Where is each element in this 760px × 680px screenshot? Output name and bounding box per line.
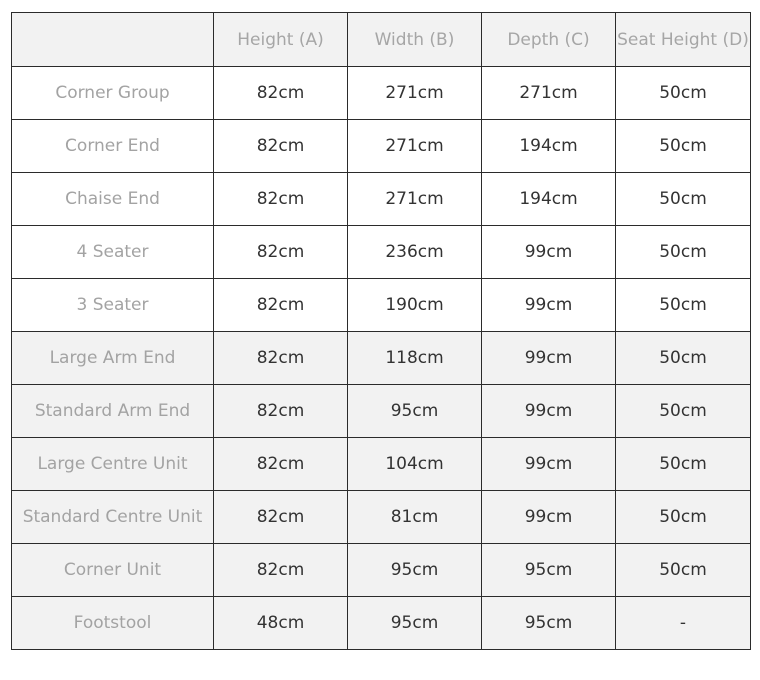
header-row bbox=[12, 13, 751, 67]
table-body bbox=[12, 67, 751, 650]
row-label: Large Arm End bbox=[12, 332, 214, 385]
header-corner-cell bbox=[12, 13, 214, 67]
cell-width: 271cm bbox=[348, 173, 482, 226]
table-row bbox=[12, 67, 751, 120]
row-label: Large Centre Unit bbox=[12, 438, 214, 491]
cell-depth: 95cm bbox=[482, 597, 616, 650]
cell-seat-height: 50cm bbox=[616, 438, 751, 491]
table-row bbox=[12, 438, 751, 491]
cell-depth: 194cm bbox=[482, 120, 616, 173]
cell-seat-height: 50cm bbox=[616, 544, 751, 597]
cell-height: 82cm bbox=[214, 67, 348, 120]
cell-seat-height: 50cm bbox=[616, 226, 751, 279]
cell-width: 271cm bbox=[348, 120, 482, 173]
cell-depth: 99cm bbox=[482, 279, 616, 332]
cell-depth: 99cm bbox=[482, 491, 616, 544]
cell-seat-height: 50cm bbox=[616, 332, 751, 385]
cell-depth: 99cm bbox=[482, 385, 616, 438]
cell-height: 48cm bbox=[214, 597, 348, 650]
cell-width: 95cm bbox=[348, 597, 482, 650]
table-row bbox=[12, 544, 751, 597]
row-label: Corner End bbox=[12, 120, 214, 173]
cell-seat-height: 50cm bbox=[616, 279, 751, 332]
cell-depth: 99cm bbox=[482, 438, 616, 491]
row-label: 4 Seater bbox=[12, 226, 214, 279]
row-label: Standard Arm End bbox=[12, 385, 214, 438]
cell-width: 104cm bbox=[348, 438, 482, 491]
cell-height: 82cm bbox=[214, 544, 348, 597]
cell-width: 95cm bbox=[348, 544, 482, 597]
cell-seat-height: 50cm bbox=[616, 173, 751, 226]
table-header bbox=[12, 13, 751, 67]
cell-width: 118cm bbox=[348, 332, 482, 385]
cell-height: 82cm bbox=[214, 226, 348, 279]
table-row bbox=[12, 173, 751, 226]
row-label: Footstool bbox=[12, 597, 214, 650]
table-row bbox=[12, 120, 751, 173]
cell-seat-height: 50cm bbox=[616, 385, 751, 438]
cell-seat-height: 50cm bbox=[616, 120, 751, 173]
row-label: Corner Group bbox=[12, 67, 214, 120]
column-header-width: Width (B) bbox=[348, 13, 482, 67]
row-label: Corner Unit bbox=[12, 544, 214, 597]
table-row bbox=[12, 385, 751, 438]
cell-depth: 95cm bbox=[482, 544, 616, 597]
table-row bbox=[12, 226, 751, 279]
cell-height: 82cm bbox=[214, 438, 348, 491]
column-header-depth: Depth (C) bbox=[482, 13, 616, 67]
cell-width: 81cm bbox=[348, 491, 482, 544]
column-header-height: Height (A) bbox=[214, 13, 348, 67]
cell-width: 271cm bbox=[348, 67, 482, 120]
cell-depth: 99cm bbox=[482, 226, 616, 279]
cell-seat-height: 50cm bbox=[616, 491, 751, 544]
cell-width: 236cm bbox=[348, 226, 482, 279]
cell-height: 82cm bbox=[214, 279, 348, 332]
cell-width: 190cm bbox=[348, 279, 482, 332]
cell-width: 95cm bbox=[348, 385, 482, 438]
table-row bbox=[12, 597, 751, 650]
cell-seat-height: 50cm bbox=[616, 67, 751, 120]
table-row bbox=[12, 332, 751, 385]
table-row bbox=[12, 279, 751, 332]
dimensions-table bbox=[11, 12, 751, 650]
row-label: 3 Seater bbox=[12, 279, 214, 332]
cell-depth: 194cm bbox=[482, 173, 616, 226]
cell-depth: 99cm bbox=[482, 332, 616, 385]
cell-height: 82cm bbox=[214, 332, 348, 385]
cell-height: 82cm bbox=[214, 491, 348, 544]
cell-height: 82cm bbox=[214, 173, 348, 226]
cell-depth: 271cm bbox=[482, 67, 616, 120]
cell-height: 82cm bbox=[214, 385, 348, 438]
row-label: Standard Centre Unit bbox=[12, 491, 214, 544]
table-row bbox=[12, 491, 751, 544]
column-header-seat-height: Seat Height (D) bbox=[616, 13, 751, 67]
cell-seat-height: - bbox=[616, 597, 751, 650]
cell-height: 82cm bbox=[214, 120, 348, 173]
row-label: Chaise End bbox=[12, 173, 214, 226]
